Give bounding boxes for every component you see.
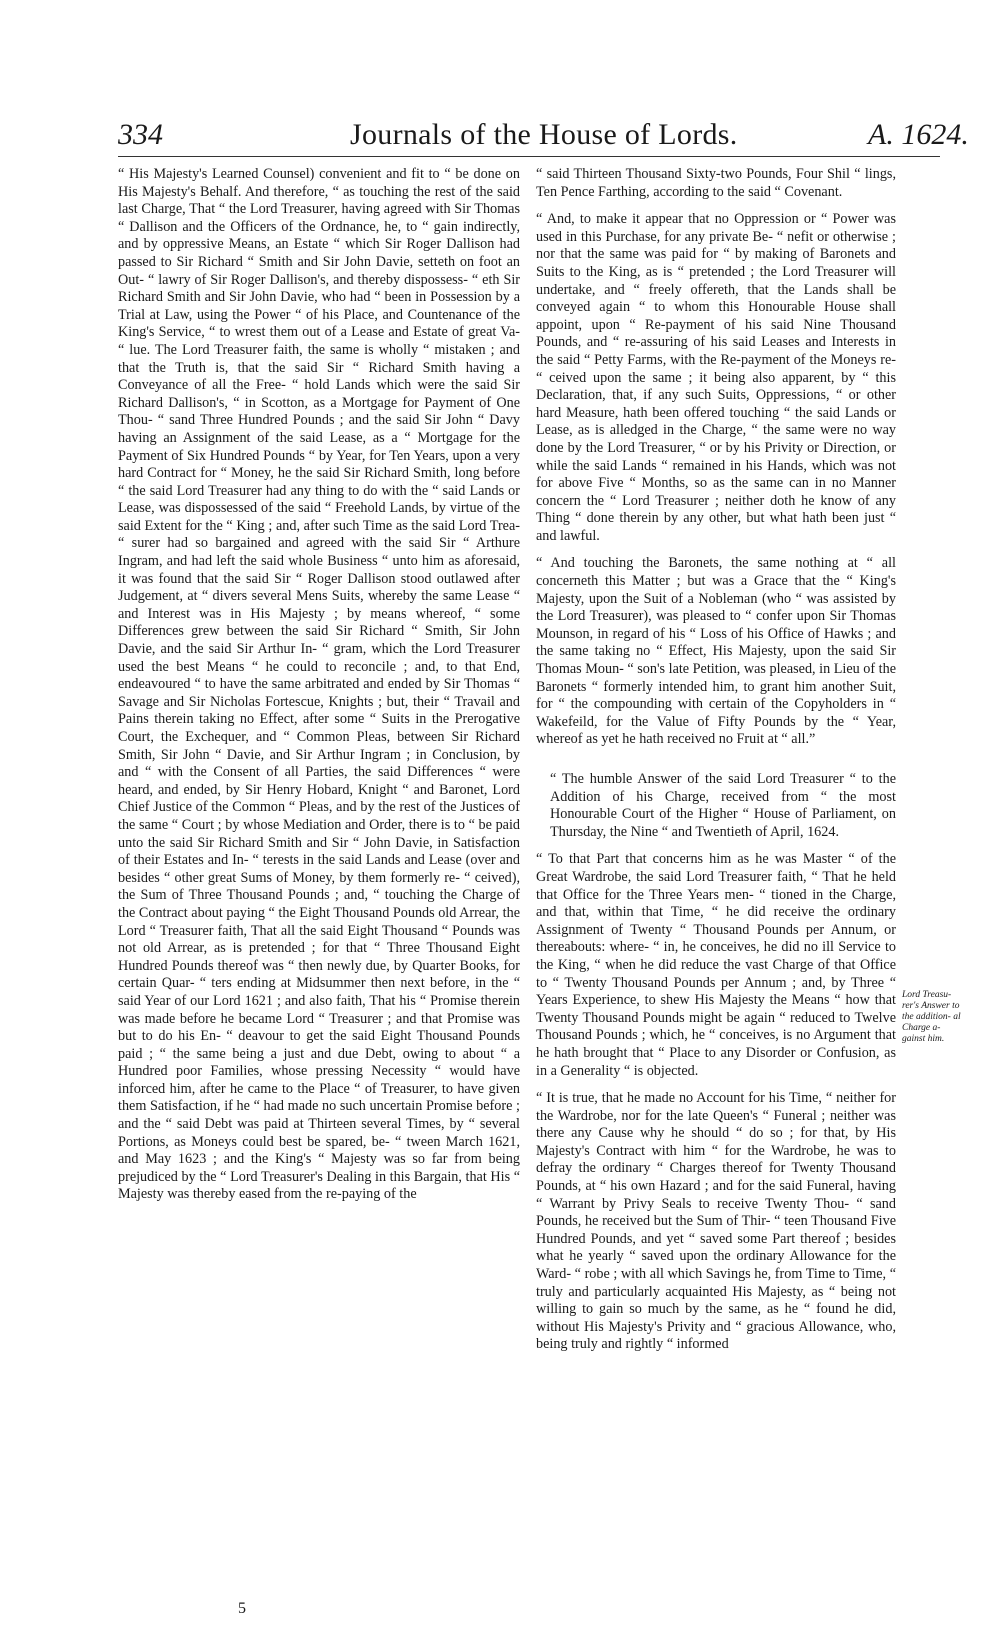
header-rule [118, 156, 940, 157]
margin-note: Lord Treasu- rer's Answer to the addition- al Charge a- gainst him. [902, 990, 961, 1044]
year-label: A. 1624. [868, 118, 969, 151]
right-paragraph-3: “ And touching the Baronets, the same nothing at “ all concerneth this Matter ; but was a Grace that the “ King's Majesty, upon the Suit of a Nobleman (who “ was assisted by the Lord Treasurer), was pleased to “ confer upon Sir Thomas Mounson, in regard of his “ Loss of his Office of Hawks ; and the same taking no “ Effect, His Majesty, upon the said Sir Thomas Moun- “ son's late Petition, was pleased, in Lieu of the Baronets “ formerly intended him, to grant him another Suit, for “ the compounding with certain of the Copyholders in “ Wakefeild, for the Value of Fifty Pounds by the “ Year, whereof as yet he hath received no Fruit at “ all.” [536, 555, 896, 748]
right-column [536, 166, 896, 1354]
right-paragraph-2: “ And, to make it appear that no Oppression or “ Power was used in this Purchase, for any private Be- “ nefit or otherwise ; nor that the same was paid for “ by making of Baronets and Suits to the King, as is “ pretended ; the Lord Treasurer will undertake, and “ freely offereth, that the Lands shall be conveyed again “ to whom this Honourable House shall appoint, upon “ Re-payment of his said Nine Thousand Pounds, and “ re-assuring of his said Leases and Interests in the said “ Petty Farms, with the Re-payment of the Moneys re- “ ceived upon the same ; it being also apparent, by “ this Declaration, that, if any such Suits, Oppressions, “ or other hard Measure, hath been offered touching “ the said Lands or Lease, as is alledged in the Charge, “ the same were no way done by the Lord Treasurer, “ or by his Privity or Direction, or while the said Lands “ remained in his Hands, which was not for above Five “ Months, so as the same can in no Manner concern the “ Lord Treasurer ; neither doth he know of any Thing “ done therein by any other, but what hath been just “ and lawful. [536, 211, 896, 544]
page-number: 334 [118, 118, 163, 151]
left-paragraph-1: “ His Majesty's Learned Counsel) convenient and fit to “ be done on His Majesty's Behalf. And therefore, “ as touching the rest of the said last Charge, That “ the Lord Treasurer, having agreed with Sir Thomas “ Dallison and the Officers of the Ordnance, he, to “ gain indirectly, and by oppressive Means, an Estate “ which Sir Roger Dallison had passed to Sir Richard “ Smith and Sir John Davie, setteth on foot an Out- “ lawry of Sir Roger Dallison's, and thereby dispossess- “ eth Sir Richard Smith and Sir John Davie, who had “ been in Possession by a Trial at Law, using the Power “ of his Place, and Countenance of the King's Service, “ to wrest them out of a Lease and Estate of great Va- “ lue. The Lord Treasurer faith, the same is wholly “ mistaken ; and that the Truth is, that the said Sir “ Richard Smith having a Conveyance of all the Free- “ hold Lands which were the said Sir Richard Dallison's, “ in Scotton, as a Mortgage for Payment of One Thou- “ sand Three Hundred Pounds ; and the said Sir John “ Davy having an Assignment of the said Lease, as a “ Mortgage for the Payment of Six Hundred Pounds “ by Year, for Ten Years, upon a very hard Contract for “ Money, he the said Sir Richard Smith, long before “ the said Lord Treasurer had any thing to do with the “ said Lands or Lease, was dispossessed of the said “ Freehold Lands, by virtue of the said Extent for the “ King ; and, after such Time as the said Lord Trea- “ surer had so bargained and agreed with the said Sir “ Arthure Ingram, and had left the said whole Business “ unto him as aforesaid, it was found that the said Sir “ Roger Dallison stood outlawed after Judgement, at “ divers several Mens Suits, whereby the same Lease “ and Interest was in His Majesty ; by means whereof, “ some Differences grew between the said Sir Richard “ Smith, Sir John Davie, and the said Sir Arthur In- “ gram, which the Lord Treasurer used the best Means “ he could to reconcile ; and, to that End, endeavoured “ to have the same arbitrated and ended by Sir Thomas “ Savage and Sir Nicholas Fortescue, Knights ; but, their “ Travail and Pains therein taking no Effect, after some “ Suits in the Prerogative Court, the Exchequer, and “ Common Pleas, between Sir Richard Smith, Sir John “ Davie, and Sir Arthur Ingram ; in Conclusion, by and “ with the Consent of all Parties, the said Differences “ were heard, and ended, by Sir Henry Hobard, Knight “ and Baronet, Lord Chief Justice of the Common “ Pleas, and by the rest of the Justices of the same “ Court ; by whose Mediation and Order, there is to “ be paid unto the said Sir Richard Smith and Sir “ John Davie, in Satisfaction of their Estates and In- “ terests in the said Lands and Lease (over and besides “ other great Sums of Money, by them formerly re- “ ceived), the Sum of Three Thousand Pounds ; and, “ touching the Charge of the Contract about paying “ the Eight Thousand Pounds old Arrear, the Lord “ Treasurer faith, That all the said Eight Thousand “ Pounds was not old Arrear, as is pretended ; for that “ Three Thousand Eight Hundred Pounds thereof was “ then newly due, by Quarter Books, for certain Quar- “ ters ending at Midsummer then next before, in the “ said Year of our Lord 1621 ; and also faith, That his “ Promise therein was made before he became Lord “ Treasurer ; and that Promise was but to do his En- “ deavour to get the said Eight Thousand Pounds paid ; “ the same being a just and due Debt, owing to about “ a Hundred poor Families, whose pressing Necessity “ would have inforced him, after he came to the Place “ of Treasurer, to have given them Satisfaction, if he “ had made no such uncertain Promise before ; and the “ said Debt was paid at Thirteen several Times, by “ several Portions, as Moneys could best be spared, be- “ tween March 1621, and May 1623 ; and the King's “ Majesty was so far from being prejudiced by the “ Lord Treasurer's Dealing in this Bargain, that His “ Majesty was thereby eased from the re-paying of the [118, 166, 520, 1203]
left-column [118, 166, 520, 1204]
page-header [0, 0, 992, 150]
right-paragraph-1: “ said Thirteen Thousand Sixty-two Pounds, Four Shil “ lings, Ten Pence Farthing, according to the said “ Covenant. [536, 166, 896, 200]
running-title: Journals of the House of Lords. [350, 118, 738, 151]
right-paragraph-5: “ It is true, that he made no Account for his Time, “ neither for the Wardrobe, nor for the late Queen's “ Funeral ; neither was there any Cause why he should “ do so ; for that, by His Majesty's Contract with him “ for the Wardrobe, he was to defray the ordinary “ Charges thereof for Twenty Thousand Pounds, at “ his own Hazard ; and for the said Funeral, having “ Warrant by Privy Seals to receive Twenty Thou- “ sand Pounds, he received but the Sum of Thir- “ teen Thousand Five Hundred Pounds, and yet “ saved some Part thereof ; besides what he yearly “ saved upon the ordinary Allowance for the Ward- “ robe ; with all which Savings he, from Time to Time, “ truly and particularly acquainted His Majesty, as “ being not willing to gain so much by the same, as he “ found he did, without His Majesty's Privity and “ gracious Allowance, who, being truly and rightly “ informed [536, 1090, 896, 1353]
answer-heading: “ The humble Answer of the said Lord Treasurer “ to the Addition of his Charge, received from “ the most Honourable Court of the Higher “ House of Parliament, on Thursday, the Nine “ and Twentieth of April, 1624. [550, 771, 896, 840]
signature-mark: 5 [238, 1600, 246, 1617]
right-paragraph-4: “ To that Part that concerns him as he was Master “ of the Great Wardrobe, the said Lord Treasurer faith, “ That he held that Office for the Three Years men- “ tioned in the Charge, and that, within that Time, “ he did receive the ordinary Assignment of Twenty “ Thousand Pounds per Annum, or thereabouts: where- “ in, he conceives, he did no ill Service to the King, “ when he did reduce the vast Charge of that Office to “ Twenty Thousand Pounds per Annum ; and, by Three “ Years Experience, to shew His Majesty the Means “ how that Twenty Thousand Pounds might be again “ reduced to Twelve Thousand Pounds ; which, he “ conceives, is no Argument that he hath brought that “ Place to any Disorder or Confusion, as in a Generality “ is objected. [536, 851, 896, 1079]
